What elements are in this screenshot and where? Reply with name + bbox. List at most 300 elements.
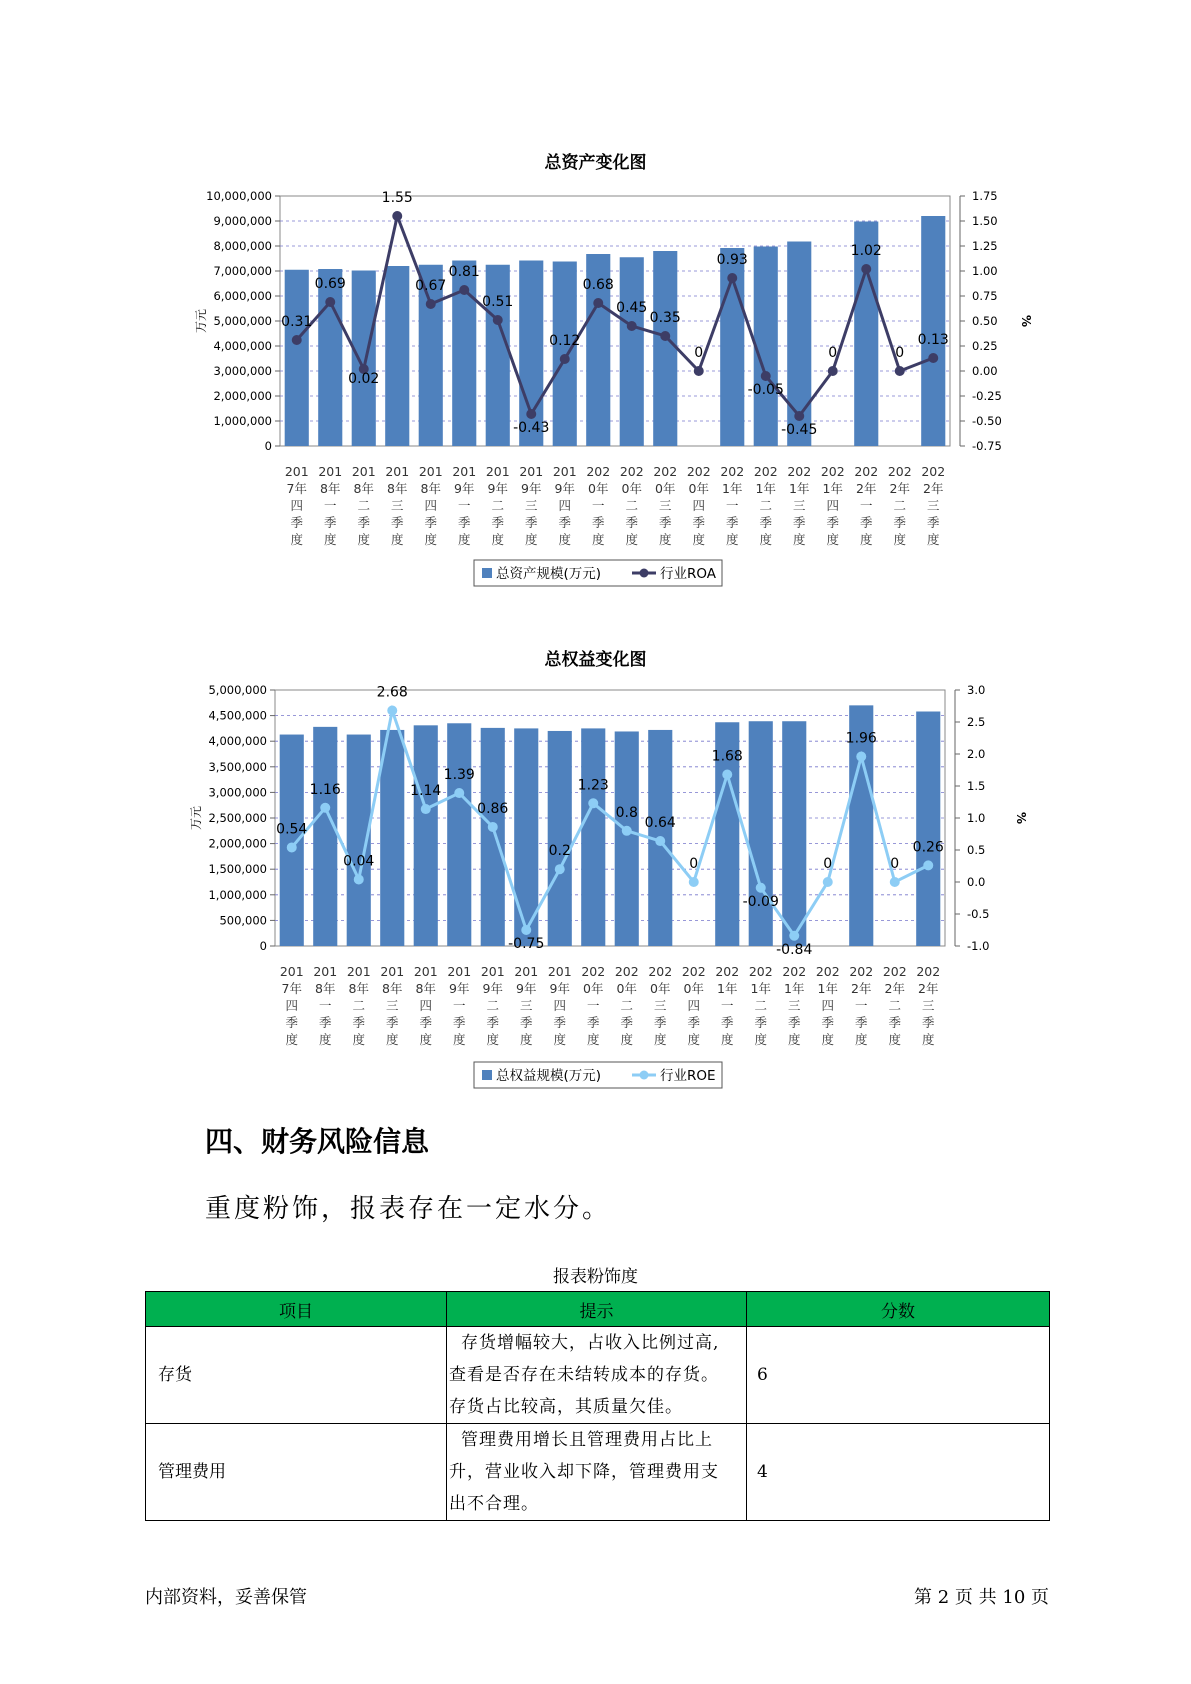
line-point bbox=[593, 298, 603, 308]
x-tick-label: 三 bbox=[653, 998, 667, 1013]
x-tick-label: 202 bbox=[720, 464, 745, 479]
x-tick-label: 季 bbox=[754, 1015, 768, 1030]
x-tick-label: 季 bbox=[452, 1015, 466, 1030]
data-label: 0 bbox=[890, 856, 900, 872]
x-tick-label: 季 bbox=[524, 515, 538, 530]
x-tick-label: 度 bbox=[921, 1032, 935, 1047]
hint-line: 查看是否存在未结转成本的存货。 bbox=[449, 1365, 719, 1385]
x-tick-label: 一 bbox=[720, 998, 734, 1013]
x-tick-label: 度 bbox=[888, 1032, 902, 1047]
x-tick-label: 202 bbox=[648, 964, 673, 979]
y-tick-label: 0 bbox=[264, 439, 272, 453]
y-tick-label: 1,000,000 bbox=[213, 414, 272, 428]
data-label: 1.55 bbox=[381, 190, 413, 206]
data-label: 1.16 bbox=[309, 781, 341, 798]
col-header-item: 项目 bbox=[146, 1292, 447, 1327]
x-tick-label: 二 bbox=[625, 498, 639, 513]
x-tick-label: 202 bbox=[715, 964, 740, 979]
x-tick-label: 季 bbox=[921, 1015, 935, 1030]
bar bbox=[486, 265, 510, 446]
x-tick-label: 201 bbox=[380, 964, 405, 979]
legend-line-label: 行业ROA bbox=[660, 566, 717, 582]
x-tick-label: 9年 bbox=[482, 981, 503, 996]
x-tick-label: 二 bbox=[888, 998, 902, 1013]
x-tick-label: 201 bbox=[485, 464, 510, 479]
x-tick-label: 季 bbox=[553, 1015, 567, 1030]
x-tick-label: 度 bbox=[419, 1032, 433, 1047]
data-label: 0.54 bbox=[276, 821, 308, 838]
x-tick-label: 季 bbox=[888, 1015, 902, 1030]
chart-title-assets: 总资产变化图 bbox=[544, 153, 647, 173]
x-tick-label: 8年 bbox=[315, 981, 336, 996]
bar bbox=[782, 721, 806, 946]
data-label: 0.26 bbox=[912, 839, 944, 856]
x-tick-label: 季 bbox=[591, 515, 605, 530]
x-tick-label: 四 bbox=[419, 998, 433, 1013]
x-tick-label: 二 bbox=[486, 998, 500, 1013]
x-tick-label: 季 bbox=[285, 1015, 299, 1030]
x-tick-label: 201 bbox=[318, 464, 343, 479]
data-label: 0.12 bbox=[549, 333, 581, 349]
x-tick-label: 8年 bbox=[387, 481, 408, 496]
legend-line-marker bbox=[640, 1071, 649, 1080]
y2-tick-label: 1.25 bbox=[972, 239, 998, 253]
y2-tick-label: 0.25 bbox=[972, 339, 998, 353]
x-tick-label: 季 bbox=[625, 515, 639, 530]
line-point bbox=[828, 366, 838, 376]
x-tick-label: 0年 bbox=[650, 981, 671, 996]
data-label: 1.02 bbox=[850, 243, 882, 259]
y2-tick-label: 0.5 bbox=[967, 843, 986, 857]
table-caption: 报表粉饰度 bbox=[553, 1267, 638, 1287]
data-label: 1.39 bbox=[443, 767, 475, 784]
x-tick-label: 季 bbox=[352, 1015, 366, 1030]
x-tick-label: 度 bbox=[385, 1032, 399, 1047]
x-tick-label: 季 bbox=[486, 1015, 500, 1030]
footer-page-number: 第 2 页 共 10 页 bbox=[914, 1587, 1049, 1608]
x-tick-label: 二 bbox=[620, 998, 634, 1013]
total-assets-chart bbox=[0, 170, 1191, 620]
x-tick-label: 202 bbox=[753, 464, 778, 479]
x-tick-label: 度 bbox=[591, 532, 605, 547]
y-tick-label: 1,000,000 bbox=[208, 887, 267, 902]
x-tick-label: 8年 bbox=[353, 481, 374, 496]
bar bbox=[749, 721, 773, 946]
y-tick-label: 9,000,000 bbox=[213, 214, 272, 228]
y-tick-label: 500,000 bbox=[219, 913, 267, 928]
hint-line: 存货增幅较大，占收入比例过高, bbox=[461, 1333, 720, 1353]
x-tick-label: 度 bbox=[926, 532, 940, 547]
x-tick-label: 二 bbox=[893, 498, 907, 513]
line-point bbox=[761, 371, 771, 381]
line-point bbox=[521, 925, 531, 935]
x-tick-label: 三 bbox=[658, 498, 672, 513]
data-label: 0.64 bbox=[644, 815, 676, 832]
line-point bbox=[454, 788, 464, 798]
data-label: 0.86 bbox=[477, 800, 509, 817]
x-tick-label: 二 bbox=[754, 998, 768, 1013]
bar bbox=[380, 730, 404, 946]
x-tick-label: 季 bbox=[357, 515, 371, 530]
x-tick-label: 季 bbox=[419, 1015, 433, 1030]
x-tick-label: 季 bbox=[424, 515, 438, 530]
x-tick-label: 1年 bbox=[750, 981, 771, 996]
x-tick-label: 度 bbox=[285, 1032, 299, 1047]
x-tick-label: 201 bbox=[313, 964, 338, 979]
x-tick-label: 202 bbox=[586, 464, 611, 479]
x-tick-label: 季 bbox=[692, 515, 706, 530]
x-tick-label: 度 bbox=[357, 532, 371, 547]
bar bbox=[285, 270, 309, 446]
line-point bbox=[392, 211, 402, 221]
x-tick-label: 9年 bbox=[516, 981, 537, 996]
x-tick-label: 度 bbox=[486, 1032, 500, 1047]
x-tick-label: 季 bbox=[390, 515, 404, 530]
x-tick-label: 201 bbox=[452, 464, 477, 479]
line-point bbox=[895, 366, 905, 376]
x-tick-label: 202 bbox=[916, 964, 941, 979]
cell-item: 管理费用 bbox=[146, 1424, 447, 1521]
x-tick-label: 一 bbox=[854, 998, 868, 1013]
x-tick-label: 2年 bbox=[856, 481, 877, 496]
table-header-row bbox=[146, 1292, 1050, 1327]
x-tick-label: 2年 bbox=[851, 981, 872, 996]
x-tick-label: 1年 bbox=[817, 981, 838, 996]
y2-tick-label: 2.0 bbox=[967, 747, 986, 761]
cell-hint bbox=[447, 1327, 747, 1424]
y-tick-label: 3,500,000 bbox=[208, 759, 267, 774]
bar bbox=[447, 723, 471, 946]
x-tick-label: 7年 bbox=[286, 481, 307, 496]
x-tick-label: 202 bbox=[849, 964, 874, 979]
x-tick-label: 8年 bbox=[320, 481, 341, 496]
x-tick-label: 202 bbox=[686, 464, 711, 479]
x-tick-label: 9年 bbox=[554, 481, 575, 496]
x-tick-label: 度 bbox=[586, 1032, 600, 1047]
x-tick-label: 度 bbox=[854, 1032, 868, 1047]
y-tick-label: 5,000,000 bbox=[213, 314, 272, 328]
x-tick-label: 9年 bbox=[449, 981, 470, 996]
x-tick-label: 三 bbox=[390, 498, 404, 513]
data-label: 0.68 bbox=[582, 277, 614, 293]
footer-confidential: 内部资料，妥善保管 bbox=[145, 1587, 307, 1608]
y-tick-label: 4,000,000 bbox=[213, 339, 272, 353]
data-label: -0.05 bbox=[747, 382, 784, 398]
x-tick-label: 度 bbox=[821, 1032, 835, 1047]
x-tick-label: 度 bbox=[524, 532, 538, 547]
x-tick-label: 2年 bbox=[918, 981, 939, 996]
line-point bbox=[426, 299, 436, 309]
x-tick-label: 度 bbox=[390, 532, 404, 547]
x-tick-label: 201 bbox=[413, 964, 438, 979]
x-tick-label: 季 bbox=[759, 515, 773, 530]
x-tick-label: 8年 bbox=[348, 981, 369, 996]
y2-tick-label: 0.00 bbox=[972, 364, 998, 378]
y2-tick-label: 1.0 bbox=[967, 811, 986, 825]
x-tick-label: 三 bbox=[787, 998, 801, 1013]
line-point bbox=[722, 769, 732, 779]
x-tick-label: 度 bbox=[620, 1032, 634, 1047]
x-tick-label: 度 bbox=[519, 1032, 533, 1047]
bar bbox=[414, 725, 438, 946]
x-tick-label: 一 bbox=[318, 998, 332, 1013]
line-point bbox=[387, 705, 397, 715]
y2-tick-label: 2.5 bbox=[967, 715, 986, 729]
data-label: 0.45 bbox=[616, 300, 648, 316]
bar bbox=[313, 727, 337, 946]
legend-bar-label: 总资产规模(万元) bbox=[496, 566, 602, 582]
bar bbox=[352, 271, 376, 447]
x-tick-label: 度 bbox=[452, 1032, 466, 1047]
x-tick-label: 季 bbox=[787, 1015, 801, 1030]
data-label: 0.13 bbox=[917, 332, 949, 348]
x-tick-label: 四 bbox=[687, 998, 701, 1013]
y2-tick-label: -0.5 bbox=[967, 907, 990, 921]
x-tick-label: 0年 bbox=[655, 481, 676, 496]
x-tick-label: 202 bbox=[619, 464, 644, 479]
x-tick-label: 0年 bbox=[621, 481, 642, 496]
data-label: 1.68 bbox=[711, 748, 743, 765]
data-label: 0 bbox=[823, 856, 833, 872]
y2-tick-label: -0.50 bbox=[972, 414, 1002, 428]
x-tick-label: 2年 bbox=[923, 481, 944, 496]
x-tick-label: 8年 bbox=[415, 981, 436, 996]
line-point bbox=[890, 877, 900, 887]
x-tick-label: 季 bbox=[586, 1015, 600, 1030]
x-tick-label: 202 bbox=[782, 964, 807, 979]
x-tick-label: 季 bbox=[323, 515, 337, 530]
line-point bbox=[694, 366, 704, 376]
y2-tick-label: 1.75 bbox=[972, 189, 998, 203]
line-point bbox=[493, 315, 503, 325]
x-tick-label: 季 bbox=[792, 515, 806, 530]
x-tick-label: 202 bbox=[854, 464, 879, 479]
x-tick-label: 四 bbox=[821, 998, 835, 1013]
chart-title-equity: 总权益变化图 bbox=[544, 650, 647, 670]
x-tick-label: 度 bbox=[754, 1032, 768, 1047]
bar bbox=[581, 728, 605, 946]
line-point bbox=[756, 883, 766, 893]
y2-tick-label: 1.00 bbox=[972, 264, 998, 278]
x-tick-label: 度 bbox=[424, 532, 438, 547]
line-point bbox=[923, 860, 933, 870]
x-tick-label: 季 bbox=[854, 1015, 868, 1030]
line-point bbox=[555, 864, 565, 874]
x-tick-label: 三 bbox=[921, 998, 935, 1013]
y-tick-label: 0 bbox=[259, 939, 267, 953]
bar bbox=[754, 247, 778, 447]
y2-tick-label: -0.25 bbox=[972, 389, 1002, 403]
x-tick-label: 度 bbox=[625, 532, 639, 547]
x-tick-label: 201 bbox=[547, 964, 572, 979]
line-point bbox=[287, 842, 297, 852]
x-tick-label: 季 bbox=[620, 1015, 634, 1030]
y2-tick-label: -0.75 bbox=[972, 439, 1002, 453]
x-tick-label: 0年 bbox=[688, 481, 709, 496]
x-tick-label: 201 bbox=[346, 964, 371, 979]
line-point bbox=[789, 931, 799, 941]
data-label: 0.04 bbox=[343, 853, 375, 870]
y2-tick-label: -1.0 bbox=[967, 939, 990, 953]
x-tick-label: 1年 bbox=[717, 981, 738, 996]
legend-bar-swatch bbox=[482, 1070, 492, 1080]
x-tick-label: 二 bbox=[491, 498, 505, 513]
x-tick-label: 三 bbox=[519, 998, 533, 1013]
x-tick-label: 一 bbox=[457, 498, 471, 513]
x-tick-label: 季 bbox=[859, 515, 873, 530]
x-tick-label: 四 bbox=[826, 498, 840, 513]
x-tick-label: 度 bbox=[725, 532, 739, 547]
bar bbox=[481, 728, 505, 946]
x-tick-label: 度 bbox=[692, 532, 706, 547]
x-tick-label: 202 bbox=[815, 964, 840, 979]
line-point bbox=[292, 335, 302, 345]
x-tick-label: 度 bbox=[290, 532, 304, 547]
x-tick-label: 1年 bbox=[722, 481, 743, 496]
x-tick-label: 季 bbox=[290, 515, 304, 530]
hint-line: 管理费用增长且管理费用占比上 bbox=[461, 1430, 713, 1450]
line-point bbox=[655, 836, 665, 846]
x-tick-label: 8年 bbox=[420, 481, 441, 496]
section-body: 重度粉饰，报表存在一定水分。 bbox=[205, 1194, 612, 1224]
x-tick-label: 度 bbox=[352, 1032, 366, 1047]
x-tick-label: 201 bbox=[514, 964, 539, 979]
data-label: 0 bbox=[895, 345, 905, 361]
y-tick-label: 7,000,000 bbox=[213, 264, 272, 278]
cell-score: 4 bbox=[747, 1424, 1050, 1521]
hint-line: 存货占比较高，其质量欠佳。 bbox=[449, 1397, 683, 1417]
x-tick-label: 0年 bbox=[583, 981, 604, 996]
y2-tick-label: 0.75 bbox=[972, 289, 998, 303]
bar bbox=[553, 262, 577, 447]
x-tick-label: 1年 bbox=[822, 481, 843, 496]
x-tick-label: 季 bbox=[658, 515, 672, 530]
x-tick-label: 季 bbox=[653, 1015, 667, 1030]
cell-score: 6 bbox=[747, 1327, 1050, 1424]
data-label: 0.93 bbox=[716, 252, 748, 268]
x-tick-label: 一 bbox=[323, 498, 337, 513]
x-tick-label: 一 bbox=[586, 998, 600, 1013]
x-tick-label: 202 bbox=[887, 464, 912, 479]
table-row bbox=[146, 1424, 1050, 1521]
x-tick-label: 201 bbox=[385, 464, 410, 479]
line-point bbox=[320, 803, 330, 813]
x-tick-label: 季 bbox=[826, 515, 840, 530]
x-tick-label: 季 bbox=[687, 1015, 701, 1030]
y-tick-label: 2,000,000 bbox=[213, 389, 272, 403]
x-tick-label: 9年 bbox=[549, 981, 570, 996]
line-point bbox=[928, 353, 938, 363]
x-tick-label: 度 bbox=[826, 532, 840, 547]
x-tick-label: 202 bbox=[681, 964, 706, 979]
data-label: 0.35 bbox=[649, 310, 681, 326]
line-point bbox=[421, 804, 431, 814]
x-tick-label: 四 bbox=[424, 498, 438, 513]
y2-tick-label: 0.50 bbox=[972, 314, 998, 328]
x-tick-label: 201 bbox=[447, 964, 472, 979]
line-point bbox=[622, 826, 632, 836]
line-point bbox=[727, 273, 737, 283]
bar bbox=[318, 269, 342, 446]
x-tick-label: 四 bbox=[290, 498, 304, 513]
x-tick-label: 四 bbox=[285, 998, 299, 1013]
data-label: 1.96 bbox=[845, 730, 877, 747]
y2-axis-label: % bbox=[1019, 314, 1033, 328]
data-label: 0.2 bbox=[548, 843, 571, 860]
line-point bbox=[488, 822, 498, 832]
x-tick-label: 一 bbox=[591, 498, 605, 513]
x-tick-label: 2年 bbox=[889, 481, 910, 496]
x-tick-label: 季 bbox=[893, 515, 907, 530]
legend-bar-label: 总权益规模(万元) bbox=[496, 1068, 602, 1084]
x-tick-label: 201 bbox=[284, 464, 309, 479]
x-tick-label: 201 bbox=[480, 964, 505, 979]
data-label: 2.68 bbox=[376, 684, 408, 701]
x-tick-label: 三 bbox=[524, 498, 538, 513]
x-tick-label: 2年 bbox=[884, 981, 905, 996]
x-tick-label: 度 bbox=[318, 1032, 332, 1047]
x-tick-label: 202 bbox=[653, 464, 678, 479]
x-tick-label: 8年 bbox=[382, 981, 403, 996]
bar bbox=[615, 731, 639, 946]
x-tick-label: 度 bbox=[859, 532, 873, 547]
line-point bbox=[794, 411, 804, 421]
bar bbox=[916, 712, 940, 946]
data-label: -0.09 bbox=[742, 893, 779, 910]
y-axis-label: 万元 bbox=[194, 308, 208, 334]
x-tick-label: 一 bbox=[452, 998, 466, 1013]
line-point bbox=[560, 354, 570, 364]
x-tick-label: 二 bbox=[357, 498, 371, 513]
y2-tick-label: 1.50 bbox=[972, 214, 998, 228]
y-tick-label: 3,000,000 bbox=[213, 364, 272, 378]
y-tick-label: 8,000,000 bbox=[213, 239, 272, 253]
x-tick-label: 201 bbox=[279, 964, 304, 979]
x-tick-label: 0年 bbox=[683, 981, 704, 996]
y-axis-label: 万元 bbox=[189, 805, 203, 831]
x-tick-label: 202 bbox=[748, 964, 773, 979]
y-tick-label: 10,000,000 bbox=[206, 189, 272, 203]
y-tick-label: 1,500,000 bbox=[208, 862, 267, 877]
col-header-hint: 提示 bbox=[447, 1292, 747, 1327]
y2-tick-label: 3.0 bbox=[967, 683, 986, 697]
x-tick-label: 0年 bbox=[588, 481, 609, 496]
x-tick-label: 0年 bbox=[616, 981, 637, 996]
x-tick-label: 四 bbox=[692, 498, 706, 513]
x-tick-label: 度 bbox=[457, 532, 471, 547]
x-tick-label: 度 bbox=[491, 532, 505, 547]
x-tick-label: 度 bbox=[759, 532, 773, 547]
line-point bbox=[660, 331, 670, 341]
x-tick-label: 季 bbox=[926, 515, 940, 530]
x-tick-label: 二 bbox=[759, 498, 773, 513]
x-tick-label: 202 bbox=[581, 964, 606, 979]
line-point bbox=[856, 752, 866, 762]
x-tick-label: 9年 bbox=[454, 481, 475, 496]
x-tick-label: 度 bbox=[323, 532, 337, 547]
x-tick-label: 9年 bbox=[521, 481, 542, 496]
line-point bbox=[325, 297, 335, 307]
y-tick-label: 5,000,000 bbox=[208, 683, 267, 697]
x-tick-label: 201 bbox=[552, 464, 577, 479]
legend-line-label: 行业ROE bbox=[660, 1068, 716, 1084]
line-point bbox=[689, 877, 699, 887]
line-point bbox=[823, 877, 833, 887]
col-header-score: 分数 bbox=[747, 1292, 1050, 1327]
x-tick-label: 一 bbox=[725, 498, 739, 513]
total-equity-chart bbox=[0, 670, 1191, 1100]
data-label: 0.81 bbox=[448, 264, 480, 280]
